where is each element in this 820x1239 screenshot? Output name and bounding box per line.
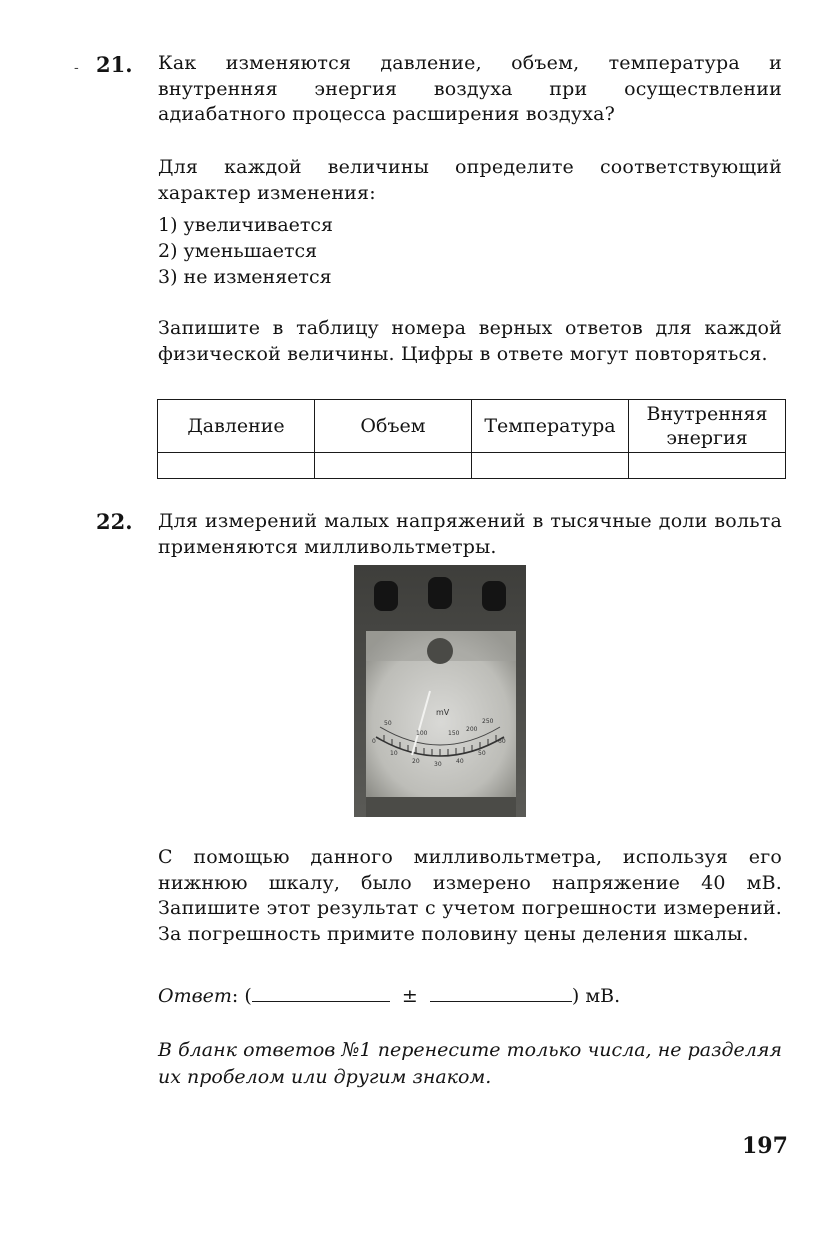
question-number-22: 22. — [96, 509, 133, 534]
terminal-left — [374, 581, 398, 611]
question-22-intro: Для измерений малых напряжений в тысячные доли вольта применяются милливольтметры. — [158, 510, 782, 558]
question-22-task: С помощью данного милливольтметра, используя его нижнюю шкалу, было измерено напряжение 40 мВ. Запишите этот результат с учетом погрешности измерений. За погрешность примите половину цены деления шкалы. — [158, 846, 782, 945]
answer-table-input-row — [158, 453, 786, 479]
margin-mark: - — [74, 60, 79, 76]
answer-table-header-row — [158, 400, 786, 453]
answer-plus-minus: ± — [401, 985, 418, 1007]
upper-tick-100: 100 — [416, 730, 428, 737]
lower-tick-40: 40 — [456, 758, 464, 765]
header-volume: Объем — [315, 400, 472, 453]
question-21-instruction: Для каждой величины определите соответствующий характер изменения: — [158, 156, 782, 204]
upper-tick-200: 200 — [466, 726, 478, 733]
zero-adjust-knob — [427, 638, 453, 664]
lower-tick-10: 10 — [390, 750, 398, 757]
answer-error-blank[interactable] — [430, 983, 572, 1002]
answer-open-paren: ( — [244, 985, 252, 1007]
option-2: 2) уменьшается — [158, 240, 318, 262]
terminal-middle — [428, 577, 452, 609]
lower-tick-50: 50 — [478, 750, 486, 757]
answer-line: Ответ: ( ± ) мВ. — [158, 985, 621, 1007]
answer-table — [157, 399, 786, 479]
lower-tick-30: 30 — [434, 761, 442, 768]
answer-close-unit: ) мВ. — [571, 985, 621, 1007]
upper-tick-150: 150 — [448, 730, 460, 737]
header-temperature: Температура — [472, 400, 629, 453]
millivoltmeter-illustration — [354, 565, 526, 817]
option-3: 3) не изменяется — [158, 266, 332, 288]
lower-tick-0: 0 — [372, 738, 376, 745]
meter-base — [366, 797, 516, 817]
millivoltmeter-photo — [354, 565, 526, 817]
page-number: 197 — [742, 1133, 788, 1159]
answer-cell-volume[interactable] — [315, 453, 472, 479]
header-internal-energy: Внутренняя энергия — [629, 400, 786, 453]
upper-tick-50: 50 — [384, 720, 392, 727]
answer-value-blank[interactable] — [252, 983, 390, 1002]
terminal-right — [482, 581, 506, 611]
answer-cell-pressure[interactable] — [158, 453, 315, 479]
answer-cell-internal-energy[interactable] — [629, 453, 786, 479]
lower-tick-60: 60 — [498, 738, 506, 745]
header-pressure: Давление — [158, 400, 315, 453]
upper-tick-250: 250 — [482, 718, 494, 725]
question-21-table-instruction: Запишите в таблицу номера верных ответов для каждой физической величины. Цифры в ответе могут повторяться. — [158, 317, 782, 365]
lower-tick-20: 20 — [412, 758, 420, 765]
answer-label: Ответ — [158, 985, 232, 1007]
option-1: 1) увеличивается — [158, 214, 334, 236]
unit-label: mV — [436, 708, 450, 717]
answer-cell-temperature[interactable] — [472, 453, 629, 479]
question-number-21: 21. — [96, 52, 133, 77]
question-21-text: Как изменяются давление, объем, температура и внутренняя энергия воздуха при осуществлении адиабатного процесса расширения воздуха? — [158, 52, 782, 125]
answer-sheet-note: В бланк ответов №1 перенесите только числа, не разделяя их пробелом или другим знаком. — [158, 1039, 782, 1088]
